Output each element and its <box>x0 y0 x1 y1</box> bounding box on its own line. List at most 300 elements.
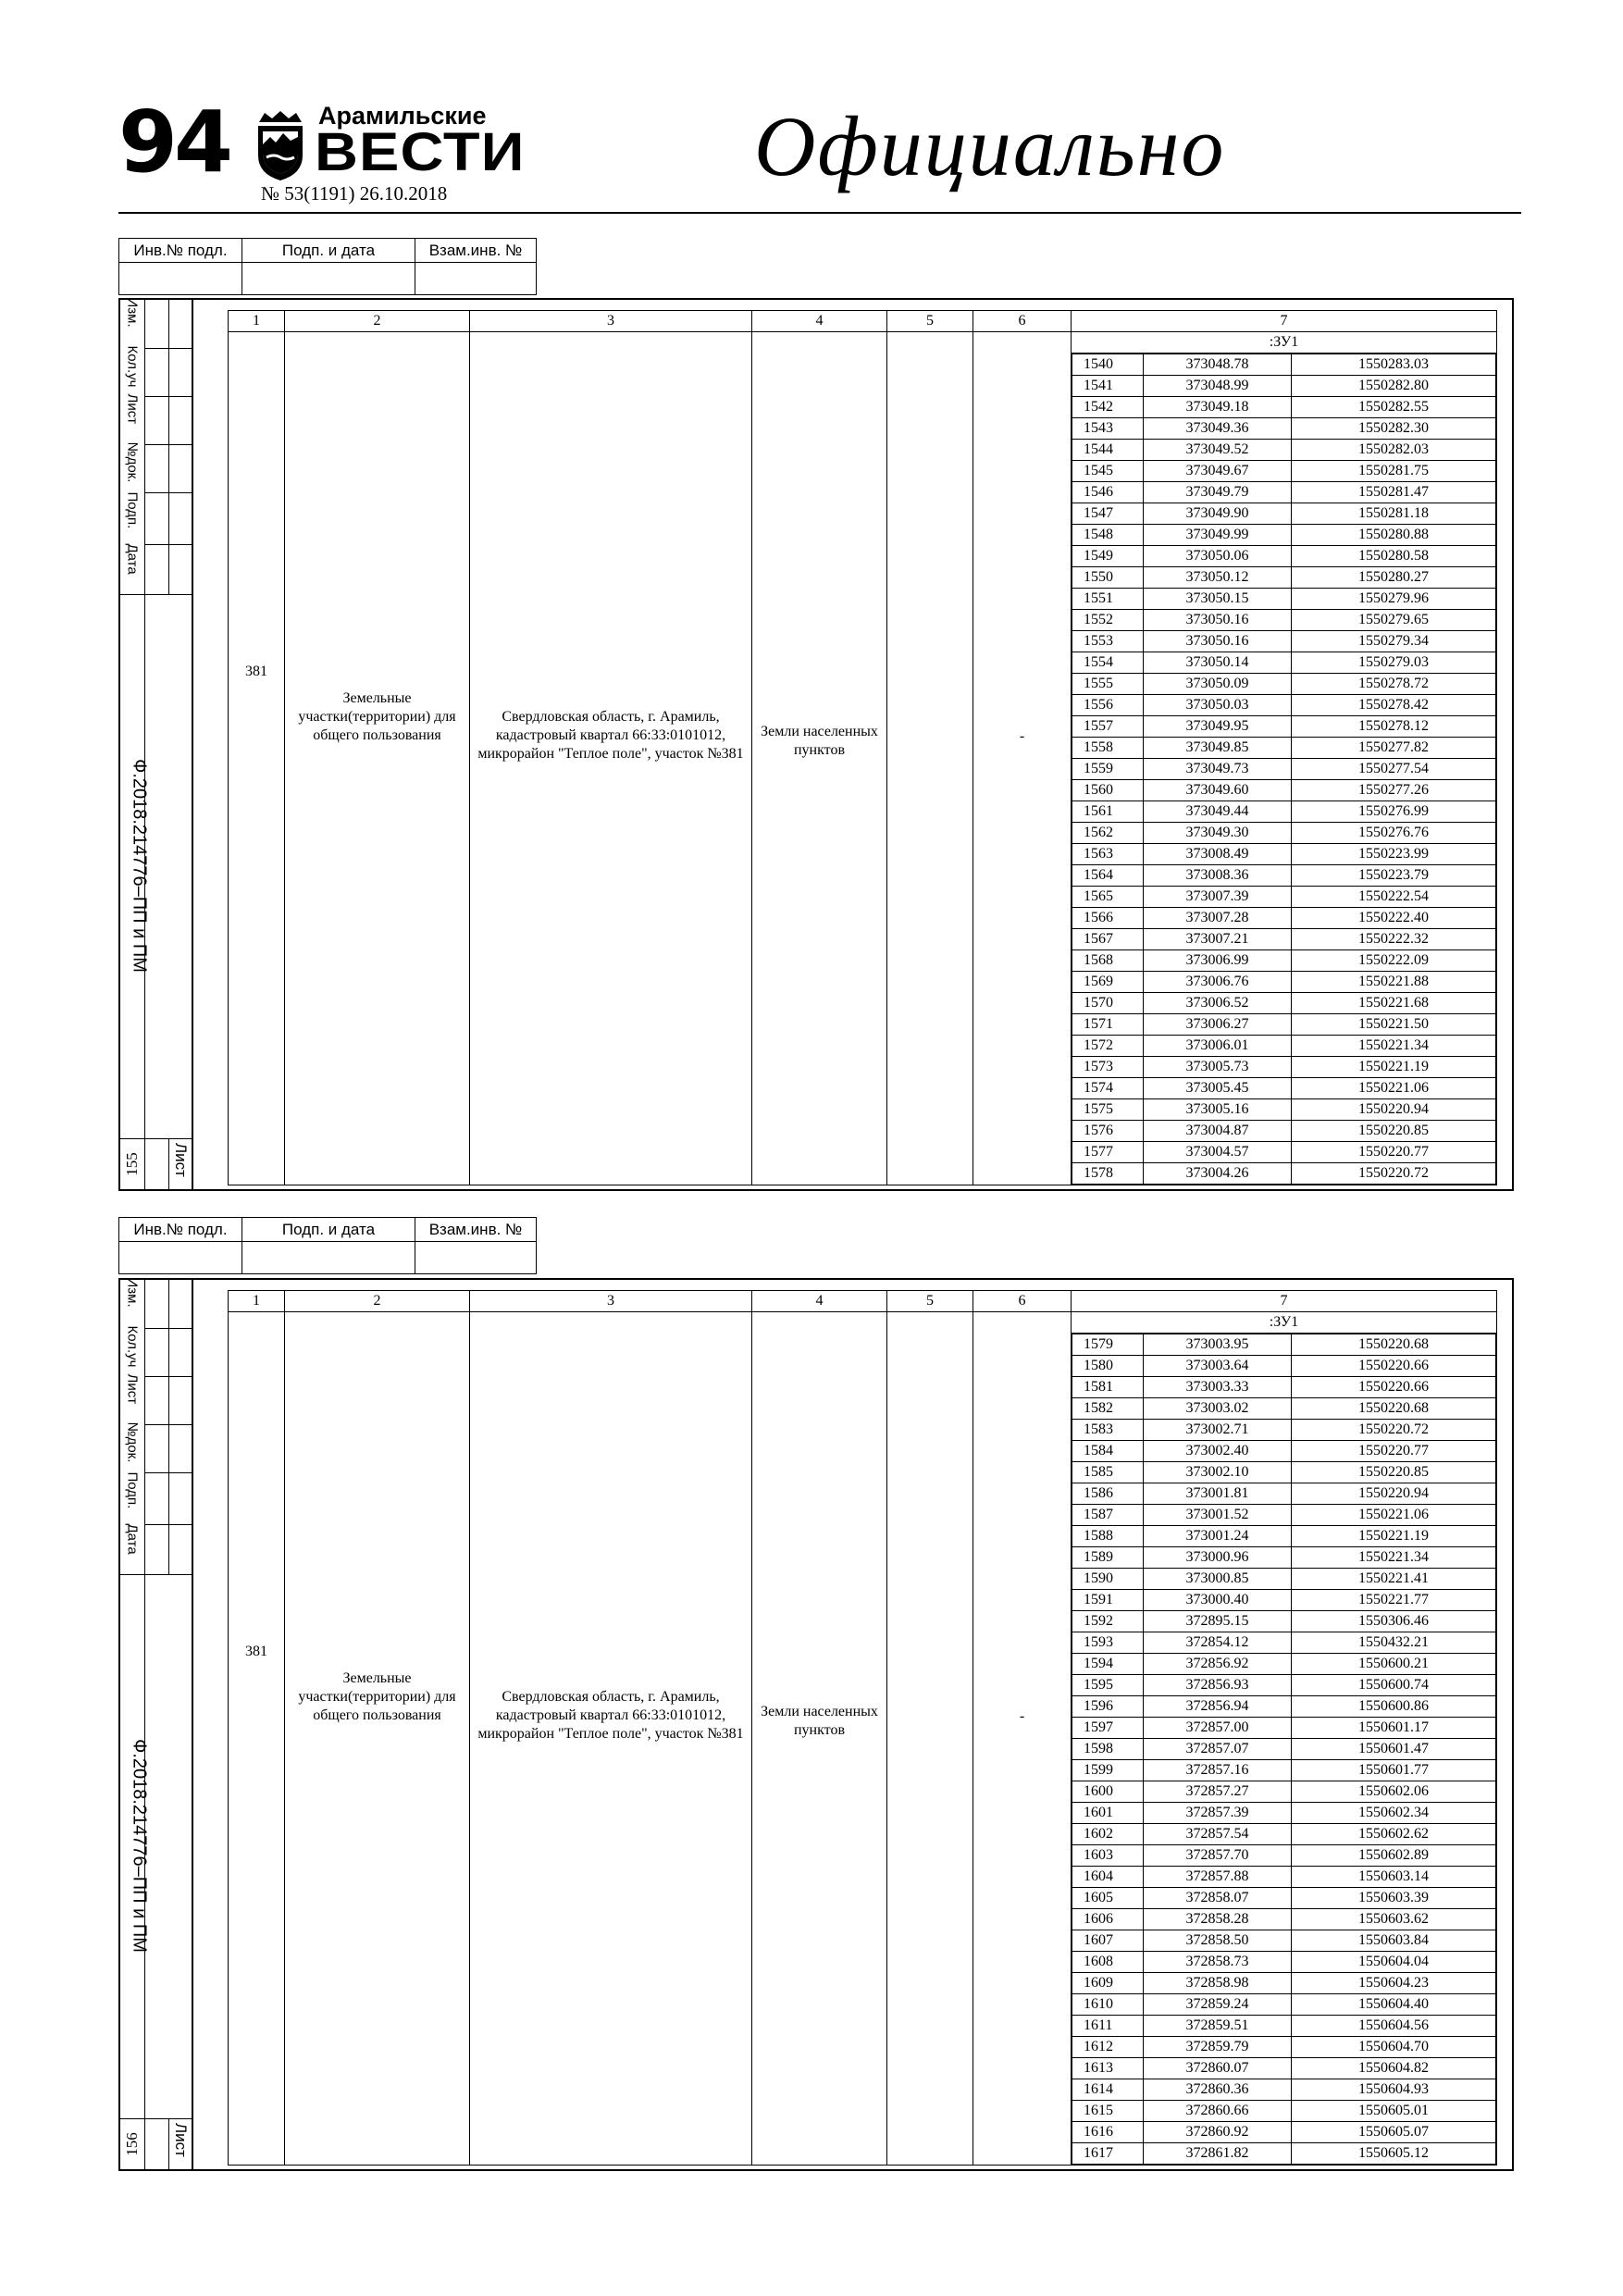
coordinate-row <box>1072 1845 1496 1867</box>
coord-x: 373001.52 <box>1144 1505 1292 1526</box>
point-number: 1544 <box>1072 440 1144 461</box>
stamp-replace-label: Взам.инв. № <box>415 239 537 263</box>
coord-y: 1550220.77 <box>1292 1441 1496 1462</box>
point-number: 1611 <box>1072 2016 1144 2037</box>
point-number: 1545 <box>1072 461 1144 482</box>
coordinate-row <box>1072 2101 1496 2122</box>
coordinate-row <box>1072 1781 1496 1803</box>
col6-value: - <box>1019 1708 1025 1724</box>
point-number: 1555 <box>1072 674 1144 695</box>
coord-x: 373049.95 <box>1144 716 1292 738</box>
coord-x: 373001.24 <box>1144 1526 1292 1547</box>
logo-subtitle: Арамильские <box>318 102 487 130</box>
coord-x: 373000.96 <box>1144 1547 1292 1569</box>
coord-x: 373007.39 <box>1144 887 1292 908</box>
stamp-replace-label: Взам.инв. № <box>415 1218 537 1242</box>
coordinate-row <box>1072 1888 1496 1909</box>
coord-y: 1550603.84 <box>1292 1930 1496 1952</box>
coord-x: 373007.21 <box>1144 929 1292 950</box>
sheet-number: 155 <box>123 1152 141 1176</box>
point-number: 1569 <box>1072 972 1144 993</box>
coord-x: 373004.26 <box>1144 1163 1292 1185</box>
coord-x: 373002.10 <box>1144 1462 1292 1483</box>
coordinate-row <box>1072 1952 1496 1973</box>
point-number: 1567 <box>1072 929 1144 950</box>
coat-of-arms-icon <box>255 109 305 181</box>
point-number: 1599 <box>1072 1760 1144 1781</box>
coordinate-row <box>1072 1803 1496 1824</box>
coord-x: 372860.92 <box>1144 2122 1292 2143</box>
coord-x: 373005.16 <box>1144 1099 1292 1121</box>
coord-x: 373049.60 <box>1144 780 1292 801</box>
land-plot-table <box>228 310 1497 1185</box>
coordinate-row <box>1072 440 1496 461</box>
point-number: 1590 <box>1072 1569 1144 1590</box>
coord-y: 1550277.82 <box>1292 738 1496 759</box>
coordinate-row <box>1072 418 1496 440</box>
point-number: 1564 <box>1072 865 1144 887</box>
point-number: 1548 <box>1072 525 1144 546</box>
coord-y: 1550278.42 <box>1292 695 1496 716</box>
drawing-sheet <box>118 298 1514 1191</box>
document-code: Ф.2018.214776–ПП и ПМ <box>129 1739 150 1953</box>
coord-x: 373050.16 <box>1144 631 1292 652</box>
coord-x: 372856.92 <box>1144 1654 1292 1675</box>
coord-y: 1550282.55 <box>1292 397 1496 418</box>
coordinate-row <box>1072 461 1496 482</box>
coordinate-row <box>1072 2079 1496 2101</box>
coord-x: 372857.16 <box>1144 1760 1292 1781</box>
coord-x: 372859.79 <box>1144 2037 1292 2058</box>
coord-x: 373002.71 <box>1144 1420 1292 1441</box>
point-number: 1592 <box>1072 1611 1144 1632</box>
coordinate-row <box>1072 1462 1496 1483</box>
point-number: 1609 <box>1072 1973 1144 1994</box>
coordinate-row <box>1072 354 1496 376</box>
coord-y: 1550605.01 <box>1292 2101 1496 2122</box>
coord-x: 373003.33 <box>1144 1377 1292 1398</box>
sheet-label: Лист <box>172 1143 190 1177</box>
coord-x: 373049.18 <box>1144 397 1292 418</box>
point-number: 1577 <box>1072 1142 1144 1163</box>
coordinate-row <box>1072 525 1496 546</box>
plot-purpose: Земельные участки(территории) для общего пользования <box>298 690 456 743</box>
coordinate-row <box>1072 1163 1496 1185</box>
point-number: 1568 <box>1072 950 1144 972</box>
coord-y: 1550280.58 <box>1292 546 1496 567</box>
coord-x: 373008.36 <box>1144 865 1292 887</box>
side-label-data: Дата <box>124 1523 141 1555</box>
coord-y: 1550276.76 <box>1292 823 1496 844</box>
coord-y: 1550604.56 <box>1292 2016 1496 2037</box>
point-number: 1550 <box>1072 567 1144 589</box>
coord-x: 373049.30 <box>1144 823 1292 844</box>
point-number: 1561 <box>1072 801 1144 823</box>
point-number: 1610 <box>1072 1994 1144 2016</box>
coord-x: 373050.15 <box>1144 589 1292 610</box>
coordinate-row <box>1072 1696 1496 1718</box>
coord-y: 1550601.77 <box>1292 1760 1496 1781</box>
point-number: 1606 <box>1072 1909 1144 1930</box>
coord-x: 372860.36 <box>1144 2079 1292 2101</box>
coord-y: 1550432.21 <box>1292 1632 1496 1654</box>
point-number: 1617 <box>1072 2143 1144 2165</box>
coord-y: 1550221.77 <box>1292 1590 1496 1611</box>
coord-x: 372859.24 <box>1144 1994 1292 2016</box>
point-number: 1596 <box>1072 1696 1144 1718</box>
coord-y: 1550220.77 <box>1292 1142 1496 1163</box>
coord-y: 1550277.26 <box>1292 780 1496 801</box>
point-number: 1573 <box>1072 1057 1144 1078</box>
coord-y: 1550220.85 <box>1292 1462 1496 1483</box>
point-number: 1549 <box>1072 546 1144 567</box>
coord-x: 373005.73 <box>1144 1057 1292 1078</box>
coord-y: 1550220.66 <box>1292 1377 1496 1398</box>
coord-y: 1550221.50 <box>1292 1014 1496 1036</box>
point-number: 1615 <box>1072 2101 1144 2122</box>
coordinate-row <box>1072 2122 1496 2143</box>
plot-address: Свердловская область, г. Арамиль, кадастровый квартал 66:33:0101012, микрорайон "Теплое поле", участок №381 <box>477 1689 744 1742</box>
point-number: 1607 <box>1072 1930 1144 1952</box>
coordinate-row <box>1072 1398 1496 1420</box>
coordinate-row <box>1072 929 1496 950</box>
coord-x: 373001.81 <box>1144 1483 1292 1505</box>
side-label-list: Лист <box>124 393 141 425</box>
coord-y: 1550282.03 <box>1292 440 1496 461</box>
coord-y: 1550603.62 <box>1292 1909 1496 1930</box>
coord-y: 1550220.66 <box>1292 1356 1496 1377</box>
coordinate-row <box>1072 1973 1496 1994</box>
side-label-izm: Изм. <box>124 297 141 328</box>
point-number: 1574 <box>1072 1078 1144 1099</box>
coordinate-row <box>1072 397 1496 418</box>
point-number: 1556 <box>1072 695 1144 716</box>
coordinate-row <box>1072 1078 1496 1099</box>
coord-x: 373050.12 <box>1144 567 1292 589</box>
point-number: 1586 <box>1072 1483 1144 1505</box>
coord-y: 1550221.06 <box>1292 1505 1496 1526</box>
stamp-inv-label: Инв.№ подл. <box>119 1218 242 1242</box>
coord-x: 372857.70 <box>1144 1845 1292 1867</box>
stamp-inv-label: Инв.№ подл. <box>119 239 242 263</box>
coordinate-row <box>1072 503 1496 525</box>
coord-y: 1550278.72 <box>1292 674 1496 695</box>
coord-x: 372856.94 <box>1144 1696 1292 1718</box>
point-number: 1587 <box>1072 1505 1144 1526</box>
point-number: 1598 <box>1072 1739 1144 1760</box>
coord-y: 1550601.47 <box>1292 1739 1496 1760</box>
coordinate-row <box>1072 1036 1496 1057</box>
column-header: 2 <box>285 1291 470 1312</box>
coord-y: 1550221.34 <box>1292 1036 1496 1057</box>
coord-x: 372860.07 <box>1144 2058 1292 2079</box>
coord-y: 1550223.79 <box>1292 865 1496 887</box>
coord-y: 1550306.46 <box>1292 1611 1496 1632</box>
coordinate-row <box>1072 993 1496 1014</box>
column-header: 6 <box>973 1291 1072 1312</box>
coordinate-row <box>1072 2058 1496 2079</box>
point-number: 1583 <box>1072 1420 1144 1441</box>
column-header: 5 <box>887 311 973 332</box>
coordinate-row <box>1072 1505 1496 1526</box>
coord-x: 372858.50 <box>1144 1930 1292 1952</box>
coord-x: 373049.79 <box>1144 482 1292 503</box>
coord-y: 1550222.54 <box>1292 887 1496 908</box>
point-number: 1612 <box>1072 2037 1144 2058</box>
coord-y: 1550604.82 <box>1292 2058 1496 2079</box>
point-number: 1566 <box>1072 908 1144 929</box>
coord-y: 1550222.40 <box>1292 908 1496 929</box>
coordinate-row <box>1072 674 1496 695</box>
point-number: 1616 <box>1072 2122 1144 2143</box>
column-header: 1 <box>229 311 285 332</box>
coordinate-row <box>1072 652 1496 674</box>
plot-number: 381 <box>245 664 267 679</box>
point-number: 1559 <box>1072 759 1144 780</box>
coord-y: 1550604.23 <box>1292 1973 1496 1994</box>
coordinate-row <box>1072 1994 1496 2016</box>
coord-x: 373049.44 <box>1144 801 1292 823</box>
column-header: 4 <box>752 1291 887 1312</box>
point-number: 1542 <box>1072 397 1144 418</box>
coord-y: 1550278.12 <box>1292 716 1496 738</box>
coord-x: 373048.99 <box>1144 376 1292 397</box>
coordinate-row <box>1072 1441 1496 1462</box>
coord-x: 373003.95 <box>1144 1334 1292 1356</box>
stamp-box <box>118 238 537 295</box>
sheet-number: 156 <box>123 2132 141 2156</box>
coord-y: 1550602.62 <box>1292 1824 1496 1845</box>
point-number: 1603 <box>1072 1845 1144 1867</box>
point-number: 1593 <box>1072 1632 1144 1654</box>
title-block-side <box>120 1277 193 2169</box>
col6-value: - <box>1019 728 1025 744</box>
coord-x: 373049.67 <box>1144 461 1292 482</box>
point-number: 1541 <box>1072 376 1144 397</box>
column-header: 3 <box>470 311 752 332</box>
coordinate-row <box>1072 780 1496 801</box>
coord-x: 373049.90 <box>1144 503 1292 525</box>
coord-y: 1550601.17 <box>1292 1718 1496 1739</box>
coord-y: 1550603.14 <box>1292 1867 1496 1888</box>
document-code: Ф.2018.214776–ПП и ПМ <box>129 759 150 973</box>
coord-x: 372857.27 <box>1144 1781 1292 1803</box>
land-plot-table <box>228 1290 1497 2166</box>
coord-y: 1550220.72 <box>1292 1163 1496 1185</box>
coordinate-row <box>1072 1547 1496 1569</box>
coord-x: 372857.00 <box>1144 1718 1292 1739</box>
coord-x: 373050.09 <box>1144 674 1292 695</box>
coord-x: 372861.82 <box>1144 2143 1292 2165</box>
table-row <box>229 1312 1497 2166</box>
coord-x: 372857.39 <box>1144 1803 1292 1824</box>
coordinate-row <box>1072 1632 1496 1654</box>
coordinate-row <box>1072 801 1496 823</box>
coord-y: 1550276.99 <box>1292 801 1496 823</box>
point-number: 1563 <box>1072 844 1144 865</box>
plot-purpose: Земельные участки(территории) для общего пользования <box>298 1670 456 1723</box>
coord-x: 372856.93 <box>1144 1675 1292 1696</box>
point-number: 1589 <box>1072 1547 1144 1569</box>
point-number: 1546 <box>1072 482 1144 503</box>
coord-x: 373049.52 <box>1144 440 1292 461</box>
column-header: 7 <box>1072 1291 1497 1312</box>
coord-y: 1550604.04 <box>1292 1952 1496 1973</box>
point-number: 1551 <box>1072 589 1144 610</box>
zone-label: :ЗУ1 <box>1072 1312 1496 1334</box>
coordinate-row <box>1072 950 1496 972</box>
point-number: 1585 <box>1072 1462 1144 1483</box>
coord-x: 373049.99 <box>1144 525 1292 546</box>
coordinate-row <box>1072 972 1496 993</box>
coord-y: 1550602.06 <box>1292 1781 1496 1803</box>
coordinate-row <box>1072 1760 1496 1781</box>
coord-x: 373048.78 <box>1144 354 1292 376</box>
coord-y: 1550605.07 <box>1292 2122 1496 2143</box>
column-header: 3 <box>470 1291 752 1312</box>
coord-x: 373006.01 <box>1144 1036 1292 1057</box>
coordinate-row <box>1072 2016 1496 2037</box>
coord-y: 1550220.72 <box>1292 1420 1496 1441</box>
coord-x: 373050.14 <box>1144 652 1292 674</box>
coord-y: 1550604.40 <box>1292 1994 1496 2016</box>
coord-y: 1550222.32 <box>1292 929 1496 950</box>
coord-x: 373003.02 <box>1144 1398 1292 1420</box>
coordinate-row <box>1072 1930 1496 1952</box>
column-header: 6 <box>973 311 1072 332</box>
coord-y: 1550221.19 <box>1292 1057 1496 1078</box>
coordinate-row <box>1072 1569 1496 1590</box>
coordinate-row <box>1072 865 1496 887</box>
point-number: 1575 <box>1072 1099 1144 1121</box>
coord-x: 373008.49 <box>1144 844 1292 865</box>
side-label-kol: Кол.уч <box>124 345 141 388</box>
coordinates-table <box>1072 1334 1496 2165</box>
coord-y: 1550604.93 <box>1292 2079 1496 2101</box>
coord-y: 1550220.68 <box>1292 1334 1496 1356</box>
sheet-label: Лист <box>172 2123 190 2157</box>
table-row <box>229 332 1497 1185</box>
coord-y: 1550222.09 <box>1292 950 1496 972</box>
coordinate-row <box>1072 1909 1496 1930</box>
coord-x: 373000.85 <box>1144 1569 1292 1590</box>
point-number: 1580 <box>1072 1356 1144 1377</box>
column-header: 7 <box>1072 311 1497 332</box>
point-number: 1602 <box>1072 1824 1144 1845</box>
coord-y: 1550279.96 <box>1292 589 1496 610</box>
coord-y: 1550220.85 <box>1292 1121 1496 1142</box>
point-number: 1579 <box>1072 1334 1144 1356</box>
coordinate-row <box>1072 546 1496 567</box>
newspaper-logo <box>255 102 526 187</box>
coordinate-row <box>1072 738 1496 759</box>
coordinate-row <box>1072 1526 1496 1547</box>
coord-y: 1550279.34 <box>1292 631 1496 652</box>
coordinate-row <box>1072 567 1496 589</box>
coord-y: 1550281.47 <box>1292 482 1496 503</box>
coord-y: 1550283.03 <box>1292 354 1496 376</box>
coord-x: 372858.73 <box>1144 1952 1292 1973</box>
coordinate-row <box>1072 844 1496 865</box>
coordinate-row <box>1072 1377 1496 1398</box>
drawing-sheet <box>118 1278 1514 2171</box>
side-label-podp: Подп. <box>124 1471 141 1509</box>
coord-y: 1550281.75 <box>1292 461 1496 482</box>
coord-y: 1550281.18 <box>1292 503 1496 525</box>
point-number: 1582 <box>1072 1398 1144 1420</box>
coordinate-row <box>1072 610 1496 631</box>
column-header: 2 <box>285 311 470 332</box>
coord-y: 1550220.94 <box>1292 1099 1496 1121</box>
point-number: 1553 <box>1072 631 1144 652</box>
point-number: 1613 <box>1072 2058 1144 2079</box>
coord-x: 373006.76 <box>1144 972 1292 993</box>
coordinate-row <box>1072 1675 1496 1696</box>
coord-x: 372858.98 <box>1144 1973 1292 1994</box>
coordinate-row <box>1072 1654 1496 1675</box>
coordinate-row <box>1072 908 1496 929</box>
coordinate-row <box>1072 823 1496 844</box>
coordinate-row <box>1072 1739 1496 1760</box>
coord-y: 1550280.27 <box>1292 567 1496 589</box>
coord-x: 372857.54 <box>1144 1824 1292 1845</box>
coord-x: 373049.85 <box>1144 738 1292 759</box>
title-block-side <box>120 297 193 1189</box>
point-number: 1571 <box>1072 1014 1144 1036</box>
coordinates-table <box>1072 354 1496 1185</box>
coord-y: 1550277.54 <box>1292 759 1496 780</box>
coordinate-row <box>1072 1824 1496 1845</box>
coordinate-row <box>1072 887 1496 908</box>
coordinate-row <box>1072 1121 1496 1142</box>
land-category: Земли населенных пунктов <box>761 1704 878 1738</box>
coordinate-row <box>1072 716 1496 738</box>
point-number: 1605 <box>1072 1888 1144 1909</box>
coord-y: 1550279.03 <box>1292 652 1496 674</box>
stamp-sign-label: Подп. и дата <box>242 239 415 263</box>
column-header: 4 <box>752 311 887 332</box>
coord-y: 1550279.65 <box>1292 610 1496 631</box>
coord-y: 1550600.21 <box>1292 1654 1496 1675</box>
point-number: 1588 <box>1072 1526 1144 1547</box>
page-number: 94 <box>118 93 230 192</box>
point-number: 1543 <box>1072 418 1144 440</box>
coord-y: 1550602.89 <box>1292 1845 1496 1867</box>
coord-x: 372859.51 <box>1144 2016 1292 2037</box>
point-number: 1614 <box>1072 2079 1144 2101</box>
coord-x: 372858.07 <box>1144 1888 1292 1909</box>
coordinate-row <box>1072 589 1496 610</box>
coord-x: 372858.28 <box>1144 1909 1292 1930</box>
coord-x: 373005.45 <box>1144 1078 1292 1099</box>
section-title: Официально <box>754 99 1226 193</box>
coordinate-row <box>1072 1142 1496 1163</box>
coordinate-row <box>1072 1590 1496 1611</box>
point-number: 1540 <box>1072 354 1144 376</box>
coordinate-row <box>1072 1867 1496 1888</box>
coordinate-row <box>1072 1483 1496 1505</box>
coord-x: 373000.40 <box>1144 1590 1292 1611</box>
stamp-box <box>118 1217 537 1274</box>
coord-x: 373002.40 <box>1144 1441 1292 1462</box>
coordinate-row <box>1072 631 1496 652</box>
coordinate-row <box>1072 1057 1496 1078</box>
coordinate-row <box>1072 1014 1496 1036</box>
point-number: 1572 <box>1072 1036 1144 1057</box>
coord-x: 372857.07 <box>1144 1739 1292 1760</box>
table-header <box>229 311 1497 332</box>
coordinate-row <box>1072 376 1496 397</box>
